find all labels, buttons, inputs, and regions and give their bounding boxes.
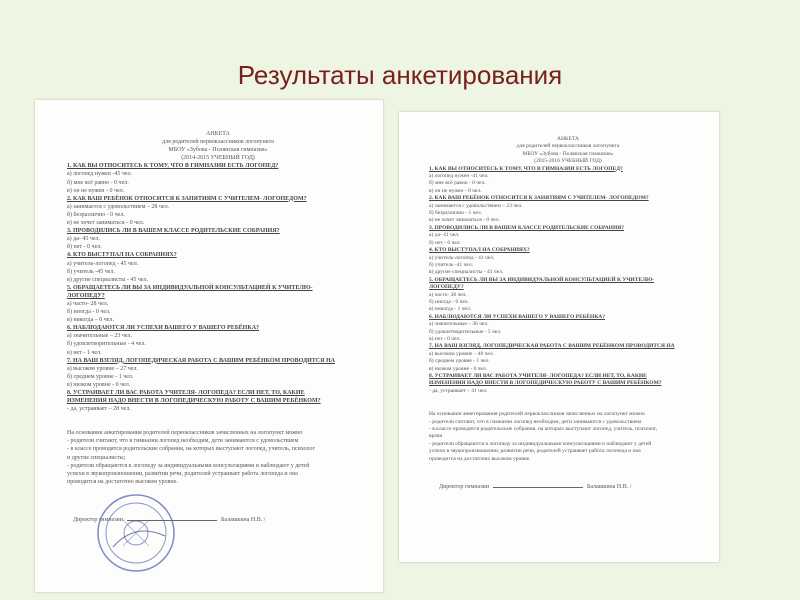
answer-text: б) мне всё равно - 0 чел. — [429, 180, 486, 187]
answer-text: - да, устраивает – 41 чел. — [429, 387, 488, 394]
answer-text: б) мне всё равно - 0 чел. — [67, 179, 129, 186]
answer-text: в) никогда – 0 чел. — [67, 317, 114, 324]
question-text: 8. УСТРАИВАЕТ ЛИ ВАС РАБОТА УЧИТЕЛЯ- ЛОГОПЕДА? ЕСЛИ НЕТ, ТО, КАКИЕ — [429, 373, 647, 379]
question-text: 7. НА ВАШ ВЗГЛЯД, ЛОГОПЕДИЧЕСКАЯ РАБОТА С ВАШИМ РЕБЁНКОМ ПРОВОДИТСЯ НА — [429, 343, 675, 350]
answer-text: успехи в звукопроизношении, развитии речи, родителей устраивает работа логопеда и она — [429, 448, 641, 455]
signature-name: Балашкина Н.В. / — [220, 517, 266, 523]
answer-text: проводится на достаточно высоком уровне. — [67, 478, 178, 485]
document-header-line: АНКЕТА — [205, 131, 231, 137]
answer-text: б) учитель -41 чел. — [429, 261, 473, 268]
answer-text: - родители считают, что в гимназии логопед необходим, дети занимаются с удовольствием — [67, 438, 299, 445]
answer-text: а) логопед нужен -41 чел. — [429, 173, 489, 180]
answer-text: а) занимается с удовольствием – 23 чел. — [429, 202, 523, 209]
question-text: 8. УСТРАИВАЕТ ЛИ ВАС РАБОТА УЧИТЕЛЯ- ЛОГОПЕДА? ЕСЛИ НЕТ, ТО, КАКИЕ — [67, 390, 305, 396]
question-text: 5. ОБРАЩАЕТЕСЬ ЛИ ВЫ ЗА ИНДИВИДУАЛЬНОЙ КОНСУЛЬТАЦИЕЙ К УЧИТЕЛЮ- — [67, 284, 313, 291]
question-text: ИЗМЕНЕНИЯ НАДО ВНЕСТИ В ЛОГОПЕДИЧЕСКУЮ РАБОТУ С ВАШИМ РЕБЁНКОМ? — [429, 380, 662, 387]
document-header-line: МБОУ «Зубова - Полянская гимназия» — [522, 150, 614, 157]
spacer — [67, 413, 369, 421]
official-stamp — [95, 492, 177, 574]
question-text: 2. КАК ВАШ РЕБЁНОК ОТНОСИТСЯ К ЗАНЯТИЯМ С УЧИТЕЛЕМ- ЛОГОПЕДОМ? — [429, 195, 649, 202]
answer-text: в) низком уровне - 0 чел. — [67, 381, 131, 388]
answer-text: а) часто- 38 чел. — [429, 291, 467, 298]
answer-text: - да, устраивает – 28 чел. — [67, 406, 131, 413]
answer-text: б) нет - 0 чел. — [429, 239, 461, 246]
answer-text: б) безразлично - 0 чел. — [67, 211, 125, 218]
answer-text: а) высоком уровне – 40 чел. — [429, 350, 494, 357]
question-text: 7. НА ВАШ ВЗГЛЯД, ЛОГОПЕДИЧЕСКАЯ РАБОТА С ВАШИМ РЕБЁНКОМ ПРОВОДИТСЯ НА — [67, 357, 335, 364]
answer-text: в) нет - 0 чел. — [429, 335, 461, 342]
answer-text: - родители обращаются к логопеду за индивидуальными консультациями и наблюдают у детей — [429, 440, 652, 447]
answer-text: в) другие специалисты - 45 чел. — [67, 276, 149, 283]
answer-text: в) другие специалисты - 41 чел. — [429, 269, 504, 276]
answer-text: б) нет - 0 чел. — [67, 244, 102, 251]
answer-text: - в классе проводятся родительские собрания, на которых выступают логопед, учитель, психолог — [67, 446, 315, 453]
answer-text: успехи в звукопроизношении, развитии речи, родителей устраивает работа логопеда и она — [67, 470, 298, 477]
question-text: 3. ПРОВОДИЛИСЬ ЛИ В ВАШЕМ КЛАССЕ РОДИТЕЛЬСКИЕ СОБРАНИЯ? — [67, 228, 280, 235]
document-header-line: (2014-2015 УЧЕБНЫЙ ГОД) — [181, 155, 255, 162]
question-text: 1. КАК ВЫ ОТНОСИТЕСЬ К ТОМУ, ЧТО В ГИМНАЗИИ ЕСТЬ ЛОГОПЕД? — [67, 163, 279, 170]
answer-text: а) часто- 28 чел. — [67, 300, 109, 307]
spacer — [429, 395, 707, 403]
answer-text: На основании анкетирования родителей первоклассников зачисленных на логопункт можно — [429, 411, 645, 418]
answer-text: в) не хочет заниматься - 0 чел. — [429, 217, 500, 224]
signature-line — [439, 482, 631, 490]
answer-text: врачи — [429, 433, 443, 440]
answer-text: в) низком уровне - 0 чел. — [429, 365, 488, 372]
document-header-line: МБОУ «Зубова - Полянская гимназия» — [168, 147, 268, 154]
question-text: 4. КТО ВЫСТУПАЛ НА СОБРАНИЯХ? — [67, 252, 177, 259]
question-text: 2. КАК ВАШ РЕБЁНОК ОТНОСИТСЯ К ЗАНЯТИЯМ С УЧИТЕЛЕМ- ЛОГОПЕДОМ? — [67, 195, 307, 202]
question-text: 3. ПРОВОДИЛИСЬ ЛИ В ВАШЕМ КЛАССЕ РОДИТЕЛЬСКИЕ СОБРАНИЯ? — [429, 224, 624, 231]
answer-text: а) значительные – 23 чел. — [67, 333, 132, 340]
document-header-line: для родителей первоклассников логопункта — [516, 143, 620, 150]
answer-text: а) значительные – 36 чел. — [429, 321, 489, 328]
answer-text: а) высоком уровне – 27 чел. — [67, 365, 138, 372]
question-text: 4. КТО ВЫСТУПАЛ НА СОБРАНИЯХ? — [429, 247, 530, 254]
answer-text: в) он не нужен - 0 чел. — [429, 187, 482, 194]
answer-text: а) логопед нужен -45 чел. — [67, 171, 133, 178]
question-text: 1. КАК ВЫ ОТНОСИТЕСЬ К ТОМУ, ЧТО В ГИМНАЗИИ ЕСТЬ ЛОГОПЕД? — [429, 165, 623, 172]
answer-text: б) иногда - 0 чел. — [67, 309, 111, 316]
document-header-line: (2015-2016 УЧЕБНЫЙ ГОД) — [534, 158, 602, 165]
answer-text: в) нет - 1 чел. — [67, 349, 102, 356]
signature-label: Директор гимназии — [439, 484, 489, 490]
answer-text: - в классе проводятся родительские собрания, на которых выступают логопед, учитель, психолог, — [429, 426, 658, 433]
spacer — [67, 421, 369, 429]
document-body — [35, 100, 383, 486]
question-text: 6. НАБЛЮДАЮТСЯ ЛИ УСПЕХИ ВАШЕГО У ВАШЕГО РЕБЁНКА? — [67, 325, 260, 332]
signature-name: Балашкина Н.В. / — [586, 484, 632, 490]
questionnaire-document-2014 — [35, 100, 383, 592]
questionnaire-document-2015 — [399, 112, 719, 562]
answer-text: б) среднем уровне - 1 чел. — [429, 358, 490, 365]
answer-text: а) учитель-логопед - 45 чел. — [67, 260, 139, 267]
answer-text: в) никогда - 1 чел. — [429, 306, 472, 313]
signature-label: Директор гимназии — [73, 517, 123, 523]
answer-text: а) занимается с удовольствием – 28 чел. — [67, 203, 170, 210]
answer-text: проводится на достаточно высоком уровне. — [429, 455, 531, 462]
answer-text: б) удовлетворительные - 5 чел. — [429, 328, 502, 335]
answer-text: а) учитель-логопед - 41 чел. — [429, 254, 495, 261]
question-text: ЛОГОПЕДУ? — [429, 284, 464, 291]
answer-text: б) иногда - 0 чел. — [429, 298, 469, 305]
document-header-line: для родителей первоклассников логопункта — [162, 139, 274, 146]
question-text: ЛОГОПЕДУ? — [67, 292, 105, 299]
answer-text: а) да- 41 чел. — [429, 232, 460, 239]
document-body — [399, 112, 719, 463]
question-text: ИЗМЕНЕНИЯ НАДО ВНЕСТИ В ЛОГОПЕДИЧЕСКУЮ РАБОТУ С ВАШИМ РЕБЁНКОМ? — [67, 398, 321, 405]
answer-text: На основании анкетирования родителей первоклассников зачисленных на логопункт можно — [67, 430, 303, 437]
answer-text: б) удовлетворительные - 4 чел. — [67, 341, 146, 348]
answer-text: б) среднем уровне - 1 чел. — [67, 373, 134, 380]
answer-text: в) он не нужен - 0 чел. — [67, 187, 125, 194]
answer-text: а) да- 45 чел. — [67, 236, 101, 243]
answer-text: б) учитель -45 чел. — [67, 268, 115, 275]
answer-text: - родители считают, что в гимназии логопед необходим, дети занимаются с удовольствием — [429, 418, 642, 425]
answer-text: - родители обращаются к логопеду за индивидуальными консультациями и наблюдают у детей — [67, 462, 310, 469]
document-header-line: АНКЕТА — [556, 136, 580, 142]
question-text: 6. НАБЛЮДАЮТСЯ ЛИ УСПЕХИ ВАШЕГО У ВАШЕГО РЕБЁНКА? — [429, 313, 606, 320]
question-text: 5. ОБРАЩАЕТЕСЬ ЛИ ВЫ ЗА ИНДИВИДУАЛЬНОЙ КОНСУЛЬТАЦИЕЙ К УЧИТЕЛЮ- — [429, 276, 655, 283]
slide-title: Результаты анкетирования — [237, 60, 563, 90]
signature-rule — [493, 482, 583, 488]
answer-text: б) безразлично - 1 чел. — [429, 210, 482, 217]
answer-text: в) не хочет заниматься - 0 чел. — [67, 220, 145, 227]
answer-text: и другие специалисты; — [67, 454, 126, 461]
